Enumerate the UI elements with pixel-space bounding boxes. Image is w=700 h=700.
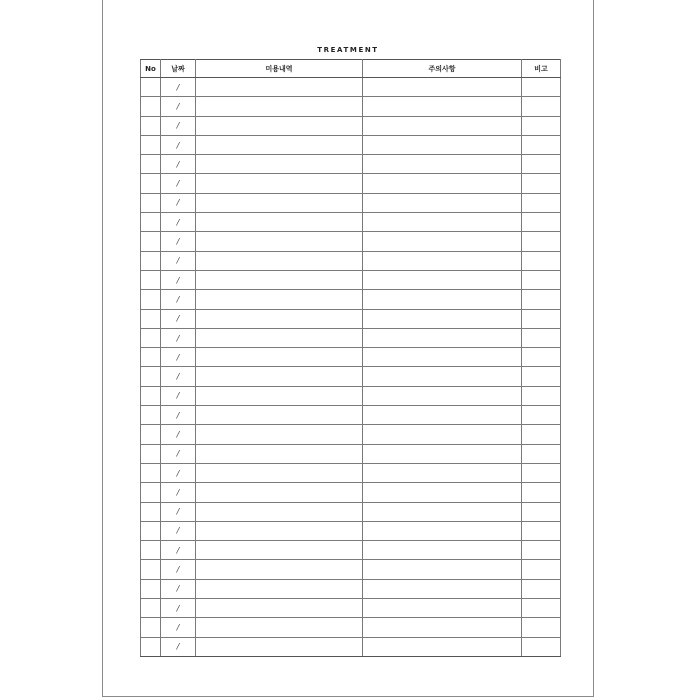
cell-treatment-details [196,541,363,560]
cell-treatment-details [196,463,363,482]
cell-date: / [161,309,196,328]
table-row [141,541,561,560]
table-row [141,328,561,347]
cell-precautions [363,135,522,154]
table-row [141,348,561,367]
cell-date: / [161,560,196,579]
cell-treatment-details [196,174,363,193]
cell-remarks [522,232,561,251]
cell-treatment-details [196,270,363,289]
cell-date: / [161,116,196,135]
column-header-precautions: 주의사항 [363,60,522,78]
cell-date: / [161,367,196,386]
cell-precautions [363,78,522,97]
cell-no [141,599,161,618]
cell-no [141,251,161,270]
cell-treatment-details [196,406,363,425]
column-header-remarks: 비고 [522,60,561,78]
cell-treatment-details [196,444,363,463]
cell-precautions [363,541,522,560]
cell-precautions [363,406,522,425]
cell-precautions [363,386,522,405]
cell-date: / [161,270,196,289]
cell-remarks [522,135,561,154]
cell-date: / [161,406,196,425]
table-row [141,174,561,193]
cell-no [141,290,161,309]
cell-remarks [522,599,561,618]
table-row [141,618,561,637]
cell-treatment-details [196,637,363,656]
table-row [141,637,561,656]
cell-no [141,155,161,174]
table-row [141,251,561,270]
table-row [141,521,561,540]
cell-no [141,232,161,251]
cell-remarks [522,444,561,463]
table-row [141,444,561,463]
cell-no [141,270,161,289]
cell-treatment-details [196,251,363,270]
treatment-table [140,59,561,657]
cell-remarks [522,290,561,309]
cell-treatment-details [196,348,363,367]
form-title: TREATMENT [317,46,379,54]
cell-no [141,386,161,405]
cell-remarks [522,97,561,116]
cell-no [141,135,161,154]
cell-treatment-details [196,386,363,405]
cell-remarks [522,521,561,540]
cell-treatment-details [196,367,363,386]
table-row [141,309,561,328]
cell-date: / [161,213,196,232]
cell-treatment-details [196,78,363,97]
cell-remarks [522,560,561,579]
table-row [141,579,561,598]
cell-precautions [363,213,522,232]
cell-treatment-details [196,618,363,637]
cell-remarks [522,425,561,444]
cell-date: / [161,174,196,193]
cell-date: / [161,541,196,560]
cell-no [141,328,161,347]
cell-no [141,367,161,386]
table-row [141,213,561,232]
cell-no [141,213,161,232]
cell-date: / [161,135,196,154]
cell-date: / [161,348,196,367]
cell-remarks [522,193,561,212]
cell-treatment-details [196,116,363,135]
cell-no [141,348,161,367]
cell-remarks [522,618,561,637]
cell-treatment-details [196,155,363,174]
cell-treatment-details [196,290,363,309]
cell-date: / [161,444,196,463]
cell-no [141,502,161,521]
cell-remarks [522,579,561,598]
table-row [141,193,561,212]
cell-date: / [161,251,196,270]
cell-precautions [363,579,522,598]
cell-date: / [161,521,196,540]
cell-remarks [522,174,561,193]
cell-treatment-details [196,579,363,598]
cell-remarks [522,502,561,521]
cell-precautions [363,483,522,502]
cell-precautions [363,193,522,212]
cell-remarks [522,251,561,270]
form-sheet [102,0,594,697]
cell-date: / [161,386,196,405]
cell-precautions [363,155,522,174]
table-row [141,386,561,405]
cell-precautions [363,290,522,309]
table-row [141,560,561,579]
cell-treatment-details [196,502,363,521]
table-row [141,425,561,444]
cell-precautions [363,309,522,328]
cell-no [141,541,161,560]
cell-no [141,425,161,444]
cell-remarks [522,328,561,347]
cell-precautions [363,618,522,637]
cell-precautions [363,463,522,482]
cell-treatment-details [196,483,363,502]
table-row [141,290,561,309]
cell-no [141,579,161,598]
cell-no [141,521,161,540]
table-row [141,367,561,386]
cell-precautions [363,270,522,289]
cell-treatment-details [196,97,363,116]
cell-date: / [161,193,196,212]
cell-treatment-details [196,135,363,154]
cell-date: / [161,483,196,502]
cell-remarks [522,155,561,174]
cell-remarks [522,309,561,328]
column-header-no: No [141,60,161,78]
table-row [141,135,561,154]
column-header-date: 날짜 [161,60,196,78]
cell-date: / [161,425,196,444]
cell-remarks [522,270,561,289]
cell-no [141,483,161,502]
cell-no [141,406,161,425]
cell-date: / [161,78,196,97]
cell-date: / [161,155,196,174]
cell-treatment-details [196,599,363,618]
cell-treatment-details [196,213,363,232]
cell-treatment-details [196,560,363,579]
cell-precautions [363,367,522,386]
table-row [141,483,561,502]
cell-no [141,444,161,463]
cell-remarks [522,541,561,560]
table-row [141,599,561,618]
table-row [141,78,561,97]
cell-no [141,97,161,116]
cell-precautions [363,637,522,656]
cell-precautions [363,97,522,116]
cell-date: / [161,618,196,637]
cell-treatment-details [196,309,363,328]
cell-no [141,116,161,135]
table-row [141,270,561,289]
cell-precautions [363,174,522,193]
cell-date: / [161,290,196,309]
cell-date: / [161,232,196,251]
cell-precautions [363,328,522,347]
cell-treatment-details [196,193,363,212]
cell-remarks [522,386,561,405]
table-row [141,116,561,135]
cell-date: / [161,579,196,598]
cell-treatment-details [196,232,363,251]
column-header-treatment-details: 미용내역 [196,60,363,78]
cell-date: / [161,502,196,521]
table-row [141,463,561,482]
cell-treatment-details [196,425,363,444]
table-row [141,232,561,251]
cell-date: / [161,637,196,656]
cell-no [141,193,161,212]
cell-remarks [522,78,561,97]
table-row [141,97,561,116]
cell-remarks [522,483,561,502]
cell-remarks [522,637,561,656]
cell-precautions [363,348,522,367]
cell-no [141,560,161,579]
cell-precautions [363,599,522,618]
cell-remarks [522,116,561,135]
cell-remarks [522,348,561,367]
cell-treatment-details [196,521,363,540]
cell-precautions [363,502,522,521]
cell-date: / [161,97,196,116]
cell-date: / [161,463,196,482]
table-header-row [141,60,561,78]
cell-precautions [363,521,522,540]
cell-no [141,309,161,328]
cell-no [141,463,161,482]
cell-remarks [522,367,561,386]
cell-precautions [363,251,522,270]
cell-no [141,637,161,656]
cell-precautions [363,116,522,135]
cell-no [141,174,161,193]
cell-treatment-details [196,328,363,347]
cell-precautions [363,444,522,463]
cell-precautions [363,232,522,251]
cell-precautions [363,425,522,444]
table-row [141,502,561,521]
cell-no [141,618,161,637]
cell-no [141,78,161,97]
table-row [141,406,561,425]
table-row [141,155,561,174]
cell-remarks [522,406,561,425]
cell-precautions [363,560,522,579]
cell-remarks [522,463,561,482]
cell-date: / [161,328,196,347]
cell-date: / [161,599,196,618]
cell-remarks [522,213,561,232]
